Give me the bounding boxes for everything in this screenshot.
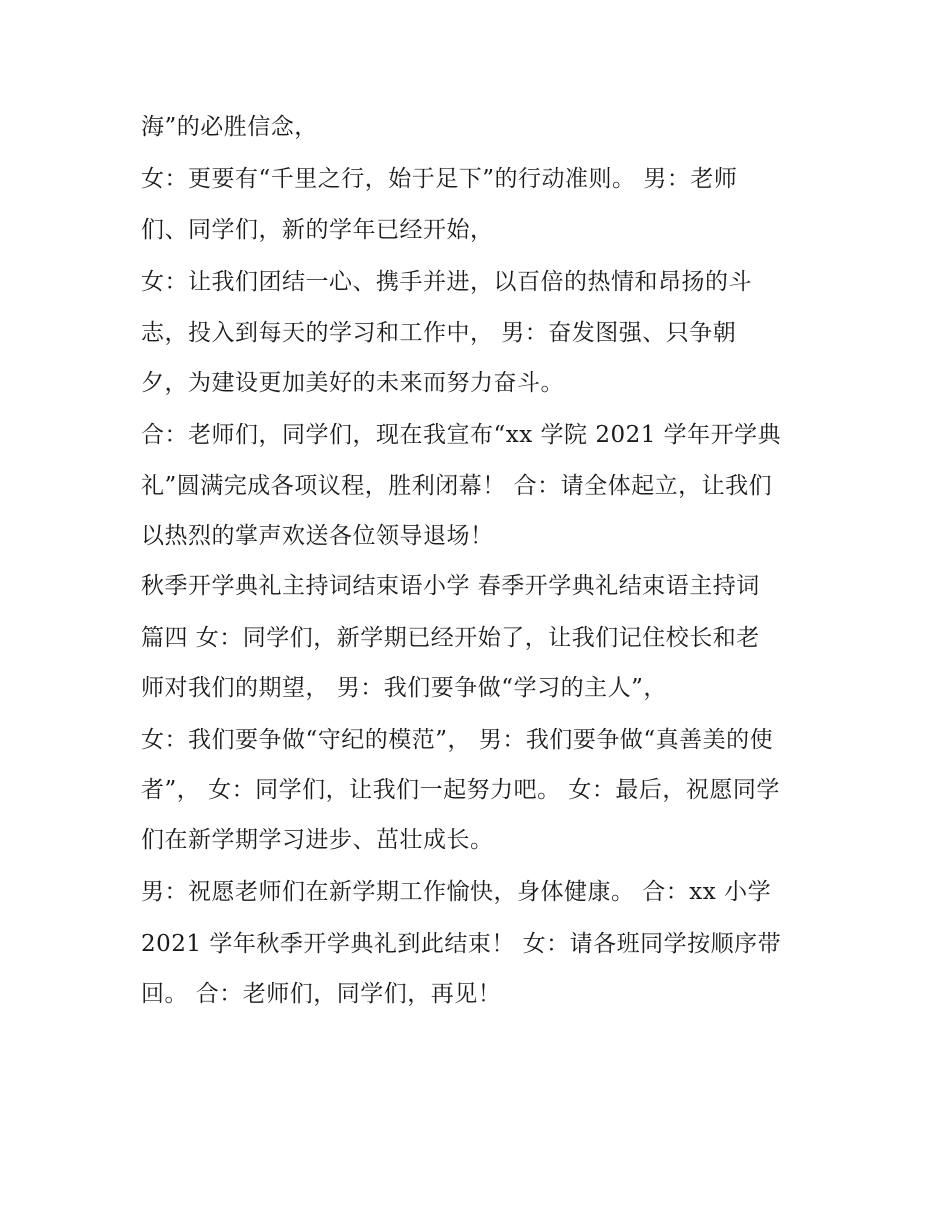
text-line: 合：老师们，同学们，现在我宣布“xx 学院 2021 学年开学典 — [141, 422, 782, 448]
text-line: 师对我们的期望， 男：我们要争做“学习的主人”， — [141, 675, 667, 701]
text-line: 篇四 女：同学们，新学期已经开始了，让我们记住校长和老 — [141, 625, 760, 651]
text-line: 们、同学们，新的学年已经开始， — [141, 217, 494, 243]
text-line: 们在新学期学习进步、茁壮成长。 — [141, 827, 494, 853]
text-line: 女：让我们团结一心、携手并进，以百倍的热情和昂扬的斗 — [141, 269, 752, 295]
text-line: 志，投入到每天的学习和工作中， 男：奋发图强、只争朝 — [141, 320, 737, 346]
text-line: 秋季开学典礼主持词结束语小学 春季开学典礼结束语主持词 — [141, 573, 760, 599]
text-line: 女：更要有“千里之行，始于足下”的行动准则。 男：老师 — [141, 166, 738, 192]
text-line: 女：我们要争做“守纪的模范”， 男：我们要争做“真善美的使 — [141, 727, 774, 753]
text-line: 海”的必胜信念， — [141, 114, 318, 140]
text-line: 2021 学年秋季开学典礼到此结束！ 女：请各班同学按顺序带 — [141, 931, 782, 957]
text-line: 夕，为建设更加美好的未来而努力奋斗。 — [141, 370, 564, 396]
text-line: 男：祝愿老师们在新学期工作愉快，身体健康。 合：xx 小学 — [141, 879, 772, 905]
text-line: 回。 合：老师们，同学们，再见！ — [141, 981, 502, 1007]
text-line: 以热烈的掌声欢送各位领导退场！ — [141, 523, 494, 549]
text-line: 礼”圆满完成各项议程，胜利闭幕！ 合：请全体起立，让我们 — [141, 473, 773, 499]
text-line: 者”， 女：同学们，让我们一起努力吧。 女：最后，祝愿同学 — [141, 777, 780, 803]
